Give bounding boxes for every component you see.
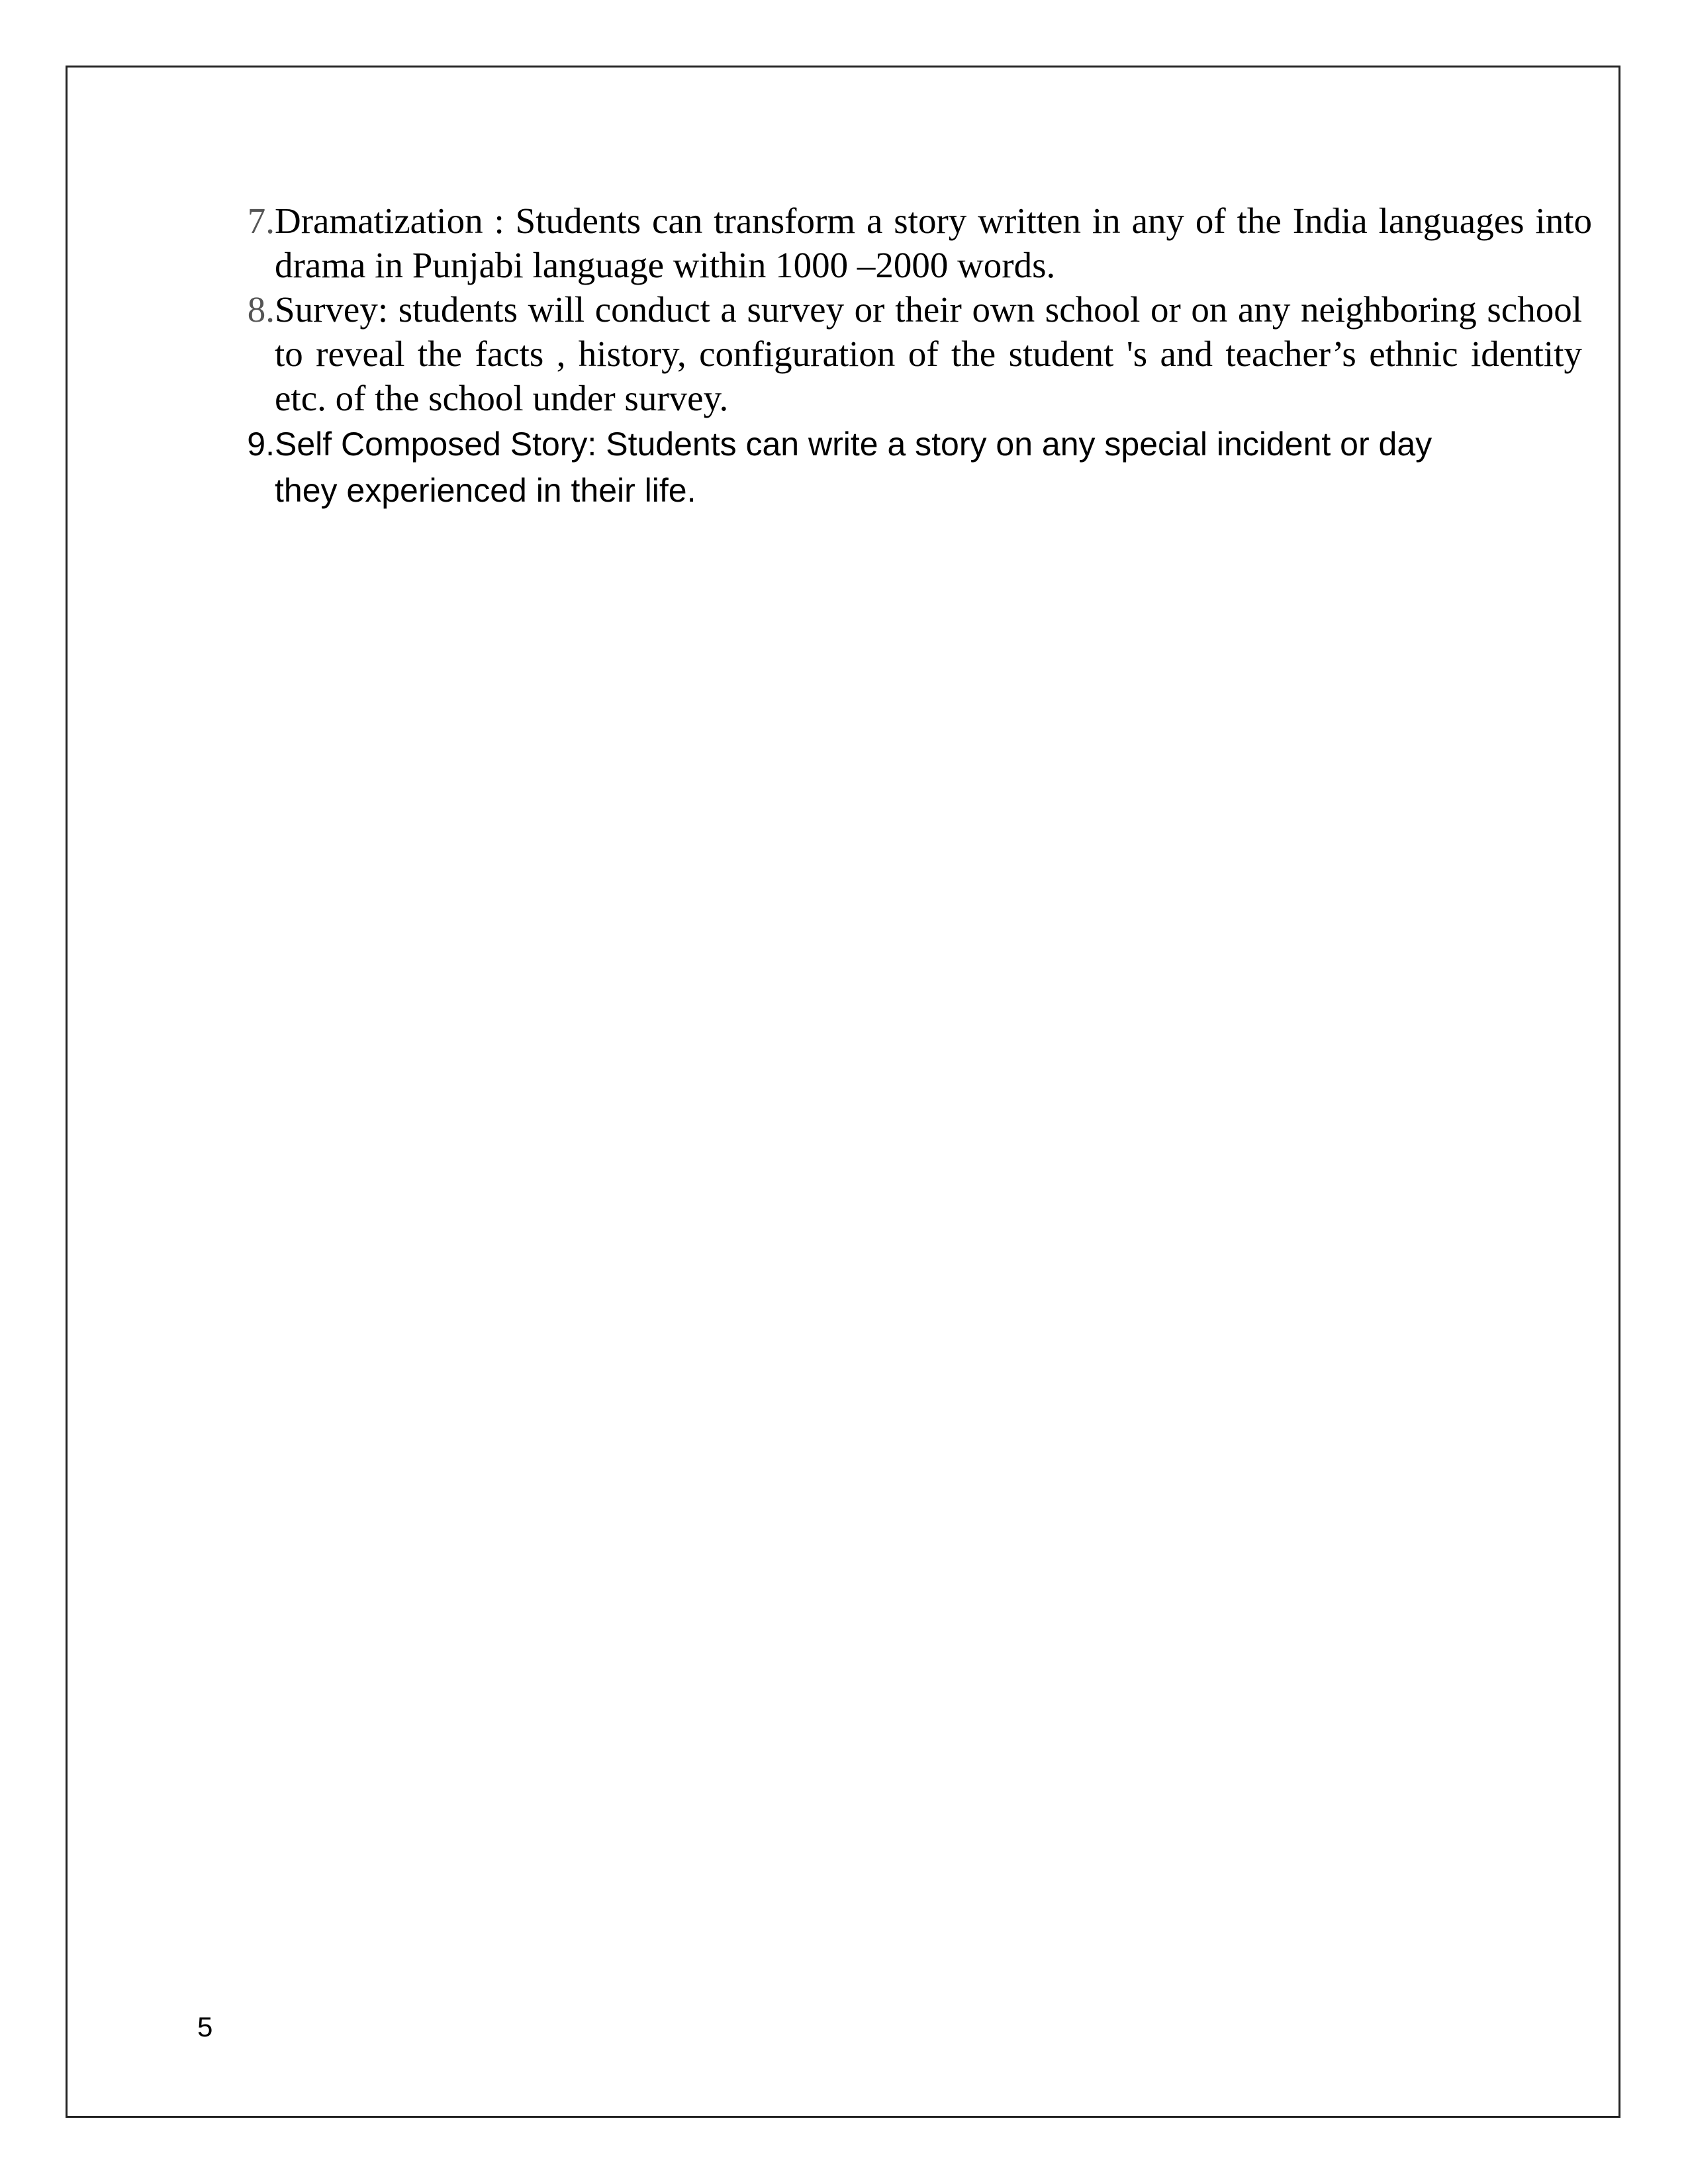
list-item-text: Dramatization : Students can transform a story written in any of the India languages into drama in Punjabi language within 1000 –2000 words. xyxy=(275,201,1592,285)
list-item-text: Survey: students will conduct a survey or their own school or on any neighboring school to reveal the facts , history, configuration of the student 's and teacher’s ethnic identity etc. of the school under survey. xyxy=(275,289,1582,418)
list-item-number: 7. xyxy=(247,201,275,241)
page-number: 5 xyxy=(197,2011,213,2042)
list-item-number: 9. xyxy=(247,426,275,463)
list-item-number: 8. xyxy=(247,289,275,330)
list-item-text: Self Composed Story: Students can write a story on any special incident or day they experienced in their life. xyxy=(275,426,1432,509)
